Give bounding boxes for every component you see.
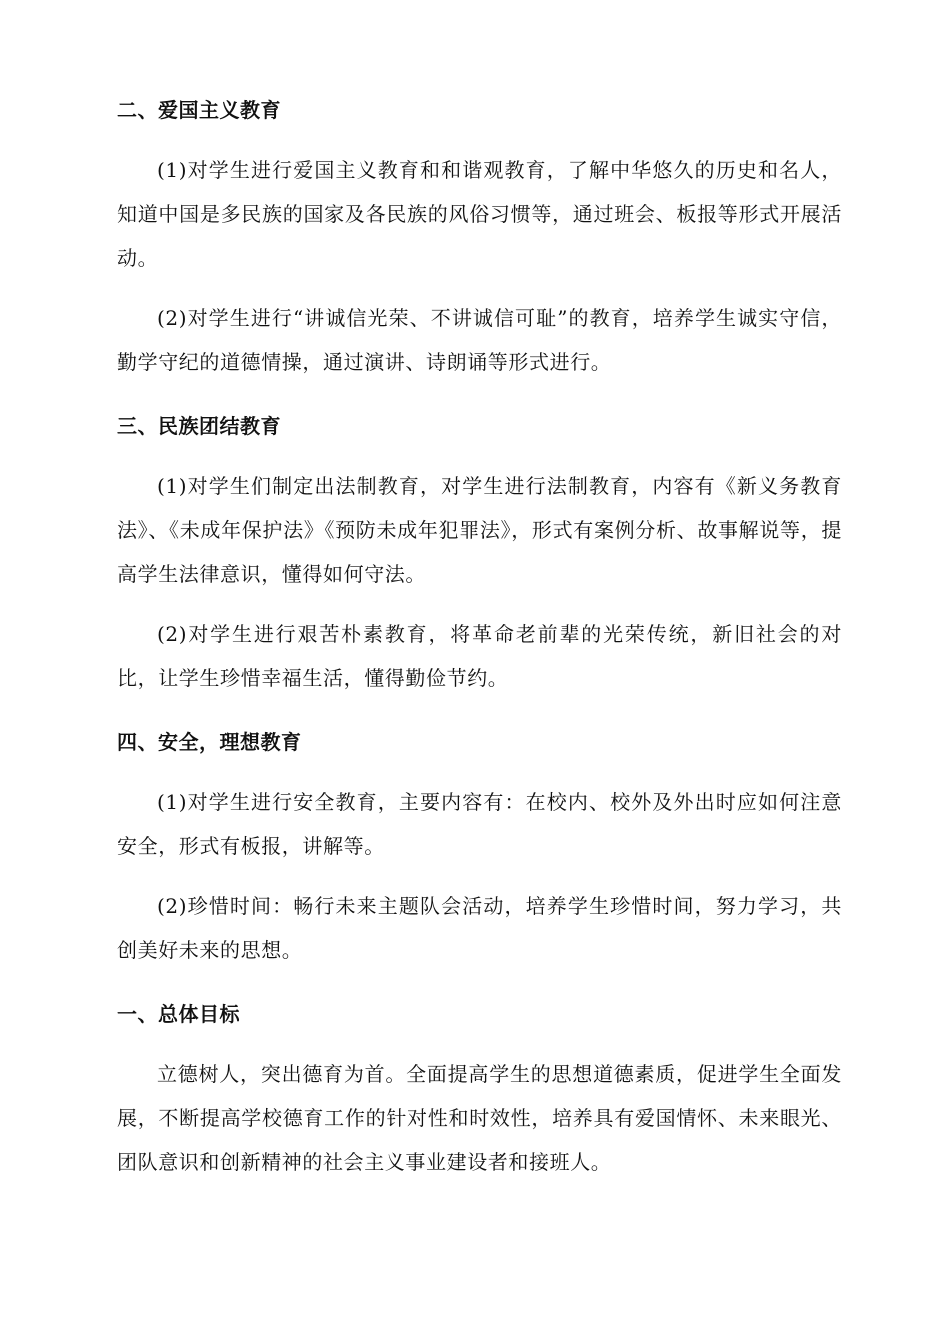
section-heading: 三、民族团结教育	[117, 414, 281, 438]
paragraph: (2)对学生进行“讲诚信光荣、不讲诚信可耻”的教育，培养学生诚实守信，勤学守纪的道德情操，通过演讲、诗朗诵等形式进行。	[117, 306, 842, 374]
document-page	[117, 88, 842, 1200]
section-heading: 四、安全，理想教育	[117, 730, 302, 754]
section-ethnic-unity	[117, 404, 842, 700]
paragraph: (1)对学生们制定出法制教育，对学生进行法制教育，内容有《新义务教育法》、《未成年保护法》《预防未成年犯罪法》，形式有案例分析、故事解说等，提高学生法律意识，懂得如何守法。	[117, 474, 842, 586]
section-heading: 二、爱国主义教育	[117, 98, 281, 122]
section-safety-ideals	[117, 720, 842, 972]
paragraph: (1)对学生进行安全教育，主要内容有：在校内、校外及外出时应如何注意安全，形式有板报，讲解等。	[117, 790, 842, 858]
paragraph: 立德树人，突出德育为首。全面提高学生的思想道德素质，促进学生全面发展，不断提高学校德育工作的针对性和时效性，培养具有爱国情怀、未来眼光、团队意识和创新精神的社会主义事业建设者和接班人。	[117, 1062, 842, 1174]
section-patriotism	[117, 88, 842, 384]
section-overall-goal	[117, 992, 842, 1184]
paragraph: (2)对学生进行艰苦朴素教育，将革命老前辈的光荣传统，新旧社会的对比，让学生珍惜幸福生活，懂得勤俭节约。	[117, 622, 842, 690]
paragraph: (2)珍惜时间：畅行未来主题队会活动，培养学生珍惜时间，努力学习，共创美好未来的思想。	[117, 894, 842, 962]
section-heading: 一、总体目标	[117, 1002, 240, 1026]
paragraph: (1)对学生进行爱国主义教育和和谐观教育，了解中华悠久的历史和名人，知道中国是多民族的国家及各民族的风俗习惯等，通过班会、板报等形式开展活动。	[117, 158, 842, 270]
